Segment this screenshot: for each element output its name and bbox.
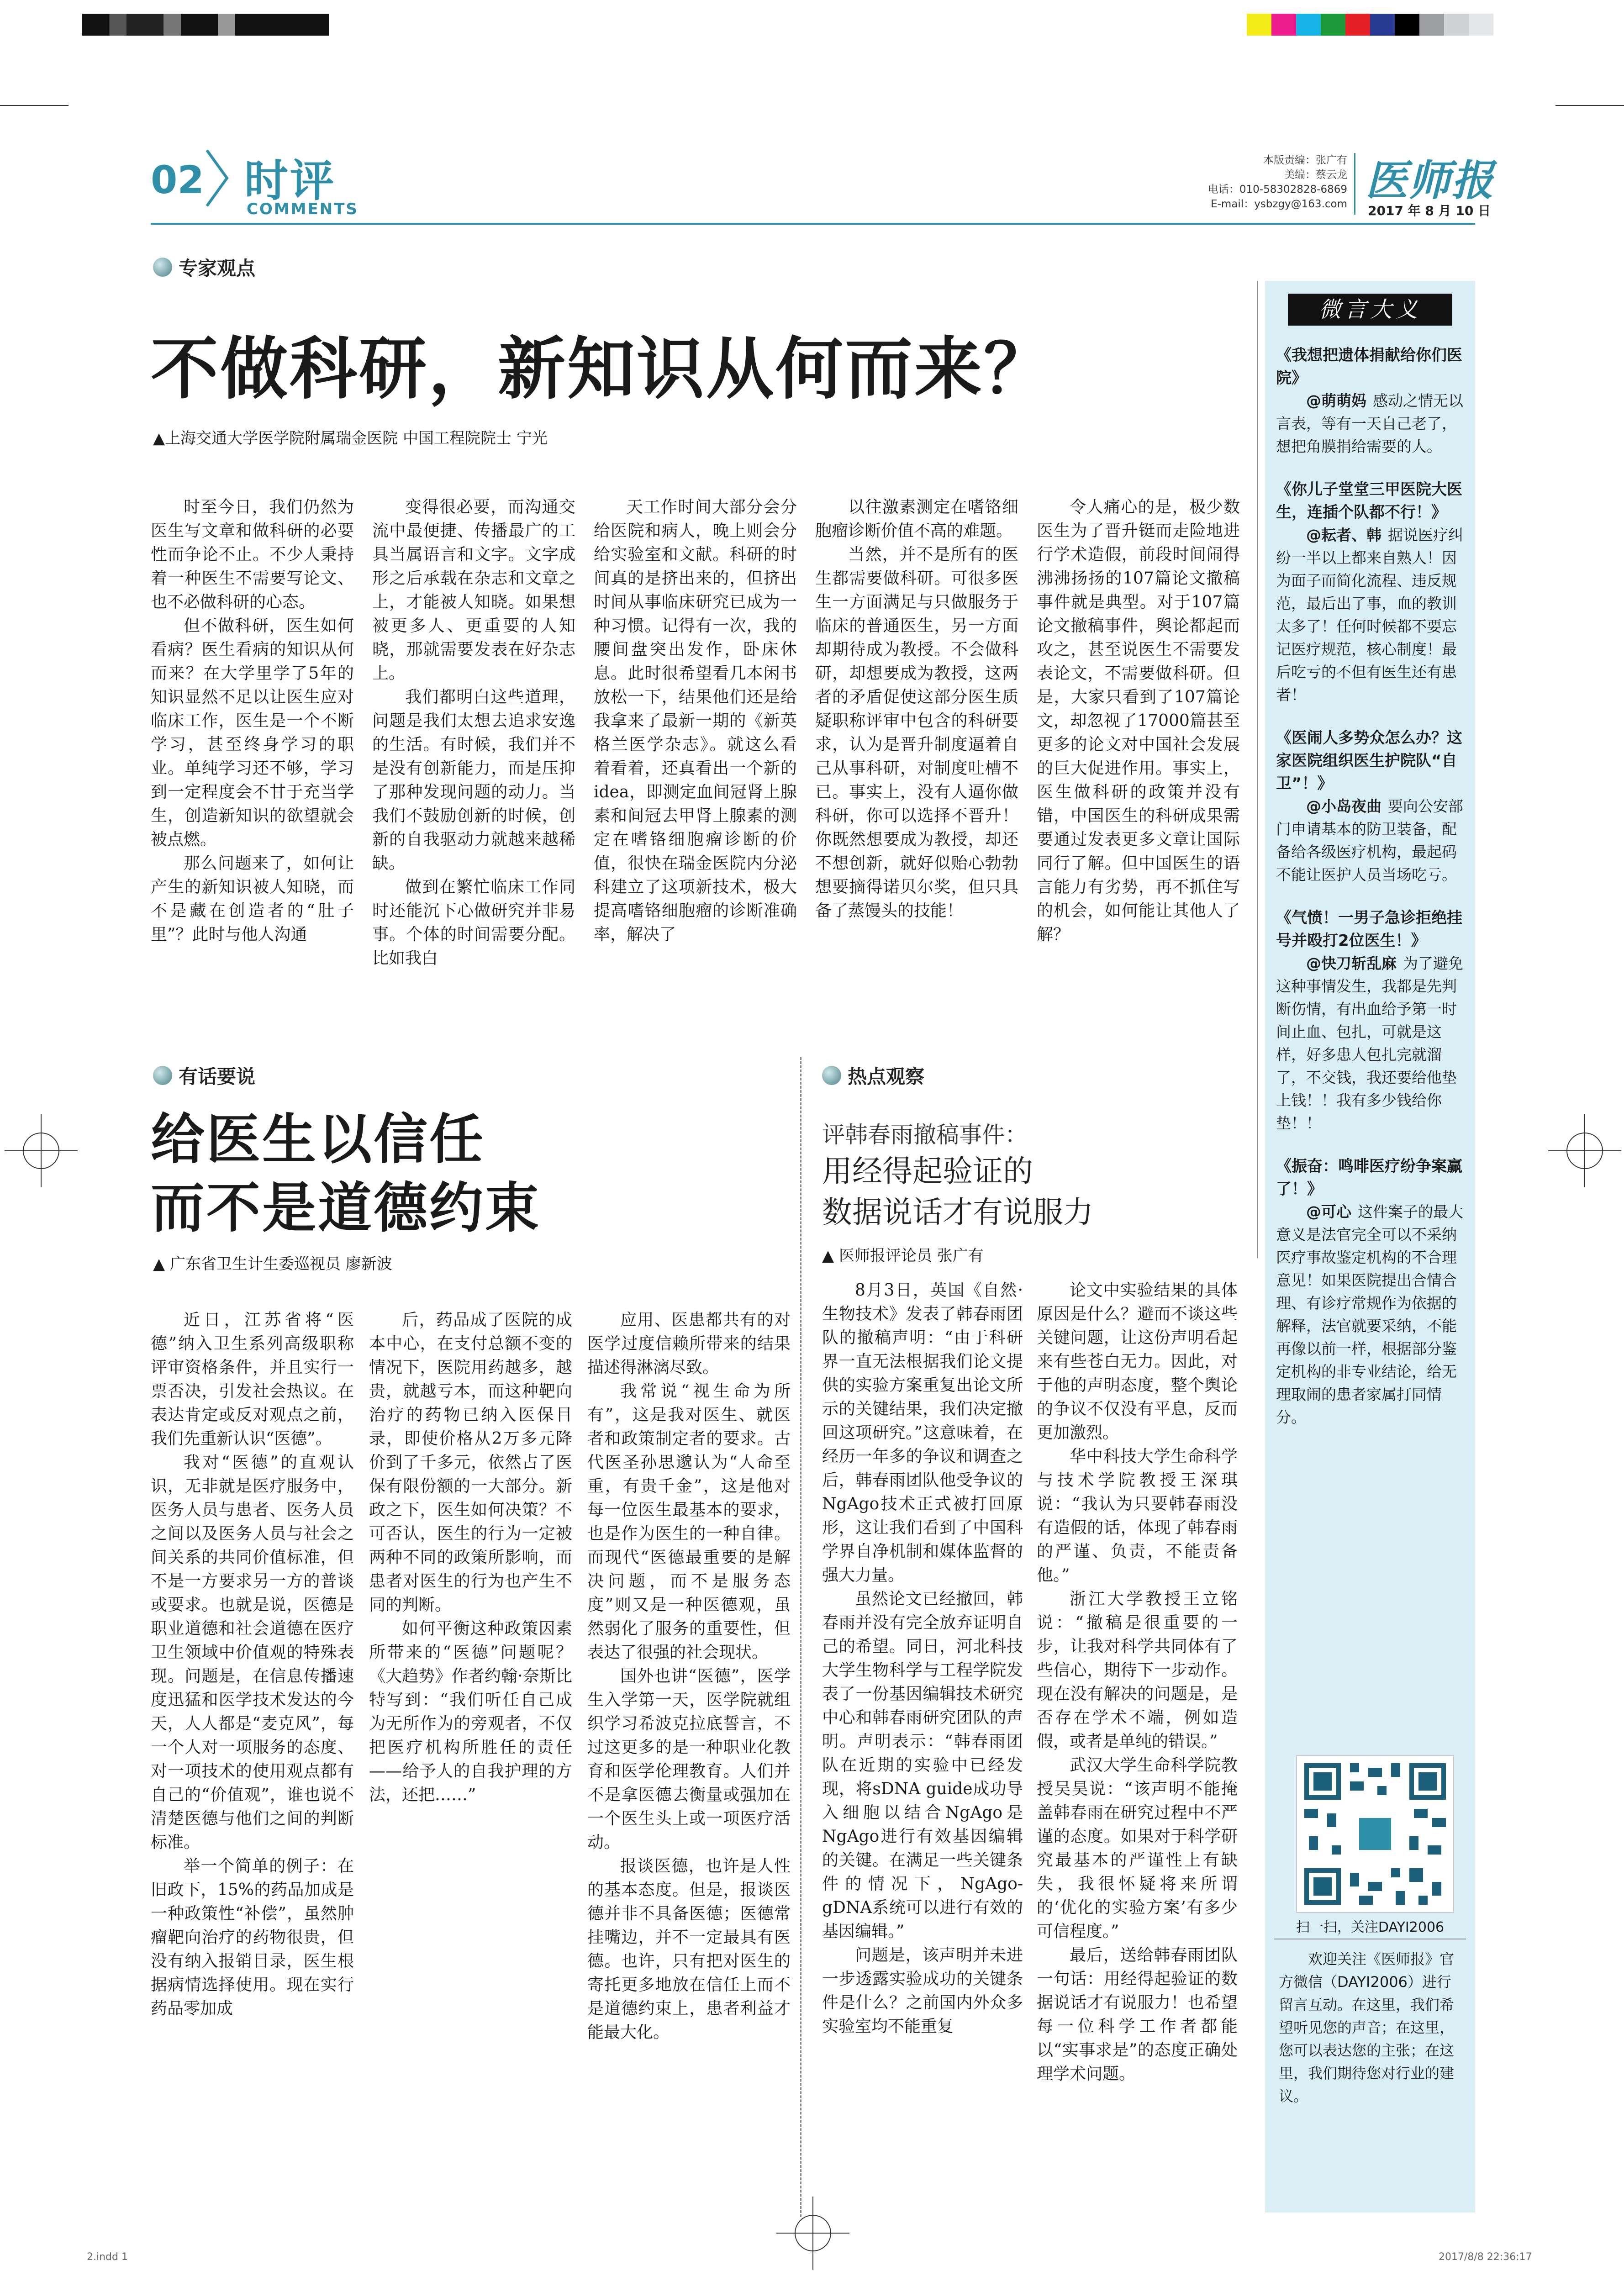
sidebar-item[interactable] — [1276, 727, 1464, 886]
section-label-hot: 热点观察 — [822, 1062, 924, 1089]
sidebar-item[interactable] — [1276, 906, 1464, 1135]
color-swatch — [1321, 14, 1345, 36]
file-name: 2.indd 1 — [87, 2251, 128, 2263]
paragraph: 当然，并不是所有的医生都需要做科研。可很多医生一方面满足与只做服务于临床的普通医生，另一方面却期待成为教授。不会做科研，却想要成为教授，这两者的矛盾促使这部分医生质疑职称评审中包含的科研要求，认为是晋升制度逼着自己从事科研，对制度吐槽不已。事实上，没有人逼你做科研，你可以选择不晋升！你既然想要成为教授，却还不想创新，就好似贻心勃勃想要摘得诺贝尔奖，但只具备了蒸馒头的技能！ — [815, 545, 1018, 920]
color-swatch — [1247, 14, 1271, 36]
page-number: 02 — [151, 158, 204, 202]
phone-line: 电话：010-58302828-6869 — [1207, 184, 1347, 195]
sidebar-footer-text: 欢迎关注《医师报》官方微信（DAYI2006）进行留言互动。在这里，我们希望听见您的声音；在这里，您可以表达您的主张；在这里，我们期待您对行业的建议。 — [1279, 1950, 1455, 2105]
article-column — [1037, 495, 1240, 947]
article-column — [372, 495, 575, 970]
email-line: E-mail：ysbzgy@163.com — [1211, 198, 1347, 210]
color-swatch — [1395, 14, 1419, 36]
kicker-hot: 评韩春雨撤稿事件： — [822, 1122, 1028, 1148]
article-column — [151, 1308, 354, 2203]
color-swatch — [1345, 14, 1370, 36]
headline-trust-line1: 给医生以信任 — [151, 1108, 485, 1171]
article-column — [815, 495, 1018, 923]
article-column — [822, 1279, 1023, 2203]
chevron-right-icon — [203, 148, 231, 208]
paragraph: 天工作时间大部分会分给医院和病人，晚上则会分给实验室和文献。科研的时间真的是挤出来的，但挤出时间从事临床研究已成为一种习惯。记得有一次，我的腰间盘突出发作，卧床休息。此时很希望看几本闲书放松一下，结果他们还是给我拿来了最新一期的《新英格兰医学杂志》。就这么看着看着，还真看出一个新的idea，即测定血间冠肾上腺素和间冠去甲肾上腺素的测定在嗜铬细胞瘤诊断的价值，很快在瑞金医院内分泌科建立了这项新技术，极大提高嗜铬细胞瘤的诊断准确率，解决了 — [594, 498, 797, 944]
qr-caption: 扫一扫，关注DAYI2006 — [1296, 1919, 1445, 1935]
headline-trust-line2: 而不是道德约束 — [151, 1176, 541, 1239]
sidebar-item-body: 为了避免这种事情发生，我都是先判断伤情，有出血给予第一时间止血、包扎，可就是这样，好多患人包扎完就溜了，不交钱，我还要给他垫上钱！！我有多少钱给你垫！！ — [1276, 954, 1463, 1132]
sidebar-item-title: 《你儿子堂堂三甲医院大医生，连插个队都不行！》 — [1276, 480, 1462, 522]
paragraph: 但不做科研，医生如何看病？医生看病的知识从何而来？在大学里学了5年的知识显然不足以让医生应对临床工作，医生是一个不断学习，甚至终身学习的职业。单纯学习还不够，学习到一定程度会不甘于充当学生，创造新知识的欲望就会被点燃。 — [151, 616, 354, 849]
sidebar-item[interactable] — [1276, 1155, 1464, 1429]
sidebar-item-author: @可心 — [1306, 1203, 1351, 1221]
crop-mark — [0, 105, 69, 106]
paragraph: 如何平衡这种政策因素所带来的“医德”问题呢？《大趋势》作者约翰·奈斯比特写到：“我们听任自己成为无所作为的旁观者，不仅把医疗机构所胜任的责任——给予人的自我护理的方法，还把……” — [369, 1619, 572, 1804]
paragraph: 时至今日，我们仍然为医生写文章和做科研的必要性而争论不止。不少人秉持着一种医生不需要写论文、也不必做科研的心态。 — [151, 498, 354, 611]
paragraph: 问题是，该声明并未进一步透露实验成功的关键条件是什么？之前国内外众多实验室均不能重复 — [822, 1946, 1023, 2036]
crop-mark — [1555, 105, 1624, 106]
headline-data-line2: 数据说话才有说服力 — [822, 1195, 1093, 1230]
sidebar-item-title: 《我想把遗体捐献给你们医院》 — [1276, 346, 1462, 387]
paragraph: 令人痛心的是，极少数医生为了晋升铤而走险地进行学术造假，前段时间闹得沸沸扬扬的107篇论文撤稿事件就是典型。对于107篇论文撤稿事件，舆论都起而攻之，甚至说医生不需要发表论文，不需要做科研。但是，大家只看到了107篇论文，却忽视了17000篇甚至更多的论文对中国社会发展的巨大促进作用。事实上，医生做科研的政策并没有错，中国医生的科研成果需要通过发表更多文章让国际同行了解。但中国医生的语言能力有劣势，再不抓住写的机会，如何能让其他人了解？ — [1037, 498, 1240, 944]
registration-mark — [776, 2197, 849, 2270]
color-swatch — [1296, 14, 1321, 36]
paragraph: 后，药品成了医院的成本中心，在支付总额不变的情况下，医院用药越多，越贵，就越亏本，而这种靶向治疗的药物已纳入医保目录，即使价格从2万多元降价到了千多元，依然占了医保有限份额的一大部分。新政之下，医生如何决策？不可否认，医生的行为一定被两种不同的政策所影响，而患者对医生的行为也产生不同的判断。 — [369, 1311, 572, 1614]
paragraph: 举一个简单的例子：在旧政下，15%的药品加成是一种政策性“补偿”，虽然肿瘤靶向治疗的药物很贵，但没有纳入报销目录，医生根据病情选择使用。现在实行药品零加成 — [151, 1857, 354, 2018]
issue-date: 2017 年 8 月 10 日 — [1368, 203, 1491, 218]
section-title: 时评 — [244, 155, 336, 206]
section-label-opinion: 有话要说 — [153, 1062, 255, 1089]
sidebar-item[interactable] — [1276, 478, 1464, 706]
paragraph: 应用、医患都共有的对医学过度信赖所带来的结果描述得淋漓尽致。 — [587, 1311, 791, 1377]
sidebar-item-body: 感动之情无以言表，等有一天自己老了，想把角膜捐给需要的人。 — [1276, 392, 1463, 455]
paragraph: 以往激素测定在嗜铬细胞瘤诊断价值不高的难题。 — [815, 498, 1018, 540]
color-swatch — [1370, 14, 1395, 36]
sidebar-list — [1265, 344, 1475, 1429]
header-divider — [1354, 153, 1355, 215]
article-column — [587, 1308, 791, 2203]
color-swatch-strip — [1247, 14, 1493, 36]
registration-mark — [1548, 1114, 1621, 1187]
grayscale-strip — [82, 14, 329, 36]
headline-trust — [151, 1105, 541, 1242]
sidebar-item-title: 《气愤！一男子急诊拒绝挂号并殴打2位医生！》 — [1276, 909, 1462, 950]
paragraph: 论文中实验结果的具体原因是什么？避而不谈这些关键问题，让这份声明看起来有些苍白无力。因此，对于他的声明态度，整个舆论的争议不仅没有平息，反而更加激烈。 — [1037, 1281, 1238, 1442]
paragraph: 虽然论文已经撤回，韩春雨并没有完全放弃证明自己的希望。同日，河北科技大学生物科学与工程学院发表了一份基因编辑技术研究中心和韩春雨研究团队的声明。声明表示：“韩春雨团队在近期的实验中已经发现，将sDNA guide成功导入细胞以结合NgAgo是NgAgo进行有效基因编辑的关键。在满足一些关键条件的情况下，NgAgo-gDNA系统可以进行有效的基因编辑。” — [822, 1590, 1023, 1941]
article-column — [369, 1308, 572, 2203]
article-column — [151, 495, 354, 947]
sidebar-item-body: 据说医疗纠纷一半以上都来自熟人！因为面子而简化流程、违反规范，最后出了事，血的教训太多了！任何时候都不要忘记医疗规范，核心制度！最后吃亏的不但有医生还有患者！ — [1276, 526, 1463, 704]
paragraph: 我对“医德”的直观认识，无非就是医疗服务中，医务人员与患者、医务人员之间以及医务人员与社会之间关系的共同价值标准，但不是一方要求另一方的普谈或要求。也就是说，医德是职业道德和社会道德在医疗卫生领域中价值观的特殊表现。问题是，在信息传播速度迅猛和医学技术发达的今天，人人都是“麦克风”，每一个人对一项服务的态度、对一项技术的使用观点都有自己的“价值观”，谁也说不清楚医德与他们之间的判断标准。 — [151, 1453, 354, 1852]
sidebar-item[interactable] — [1276, 344, 1464, 458]
sidebar-item-title: 《医闹人多势众怎么办？这家医院组织医生护院队“自卫”！》 — [1276, 729, 1462, 793]
byline-research: ▲上海交通大学医学院附属瑞金医院 中国工程院院士 宁光 — [153, 429, 548, 448]
sidebar-item-author: @萌萌妈 — [1306, 392, 1366, 410]
sidebar-item-author: @耘者、韩 — [1306, 526, 1381, 544]
paragraph: 最后，送给韩春雨团队一句话：用经得起验证的数据说话才有说服力！也希望每一位科学工作者都能以“实事求是”的态度正确处理学术问题。 — [1037, 1946, 1238, 2083]
qr-code-icon — [1300, 1759, 1450, 1909]
paragraph: 报谈医德，也许是人性的基本态度。但是，报谈医德并非不具备医德；医德常挂嘴边，并不一定最具有医德。也许，只有把对医生的寄托更多地放在信任上而不是道德约束上，患者利益才能最大化。 — [587, 1857, 791, 2042]
headline-research: 不做科研，新知识从何而来？ — [151, 330, 1053, 408]
color-swatch — [1271, 14, 1296, 36]
color-swatch — [1419, 14, 1444, 36]
paragraph: 武汉大学生命科学院教授吴昊说：“该声明不能掩盖韩春雨在研究过程中不严谨的态度。如果对于科学研究最基本的严谨性上有缺失，我很怀疑将来所谓的‘优化的实验方案’有多少可信程度。” — [1037, 1756, 1238, 1941]
sidebar-item-body: 要向公安部门申请基本的防卫装备，配备给各级医疗机构，最起码不能让医护人员当场吃亏。 — [1276, 797, 1463, 884]
sidebar-item-title: 《振奋：鸣啡医疗纷争案赢了！》 — [1276, 1157, 1462, 1198]
article-column — [1037, 1279, 1238, 2203]
sidebar-item-author: @小岛夜曲 — [1306, 797, 1381, 815]
registration-mark — [5, 1114, 78, 1187]
paragraph: 那么问题来了，如何让产生的新知识被人知晓，而不是藏在创造者的“肚子里”？此时与他人沟通 — [151, 854, 354, 944]
paragraph: 近日，江苏省将“医德”纳入卫生系列高级职称评审资格条件，并且实行一票否决，引发社会热议。在表达肯定或反对观点之前，我们先重新认识“医德”。 — [151, 1311, 354, 1448]
section-label-expert: 专家观点 — [153, 253, 255, 281]
qr-code[interactable] — [1297, 1756, 1453, 1912]
paragraph: 华中科技大学生命科学与技术学院教授王深琪说：“我认为只要韩春雨没有造假的话，体现了韩春雨的严谨、负责，不能责备他。” — [1037, 1447, 1238, 1585]
bullet-dot-icon — [153, 258, 172, 277]
paragraph: 我们都明白这些道理，问题是我们太想去追求安逸的生活。有时候，我们并不是没有创新能力，而是压抑了那种发现问题的动力。当我们不鼓励创新的时候，创新的自我驱动力就越来越稀缺。 — [372, 688, 575, 873]
headline-data-line1: 用经得起验证的 — [822, 1154, 1033, 1189]
column-divider — [800, 1057, 801, 2217]
paragraph: 我常说“视生命为所有”，这是我对医生、就医者和政策制定者的要求。古代医圣孙思邈认为“人命至重，有贵千金”，这是他对每一位医生最基本的要求，也是作为医生的一种自律。而现代“医德最重要的是解决问题，而不是服务态度”则又是一种医德观，虽然弱化了服务的重要性，但表达了很强的社会现状。 — [587, 1382, 791, 1662]
paragraph: 国外也讲“医德”，医学生入学第一天，医学院就组织学习希波克拉底誓言，不过这更多的是一种职业化教育和医学伦理教育。人们并不是拿医德去衡量或强加在一个医生头上或一项医疗活动。 — [587, 1667, 791, 1852]
paragraph: 8月3日，英国《自然·生物技术》发表了韩春雨团队的撤稿声明：“由于科研界一直无法根据我们论文提供的实验方案重复出论文所示的关键结果，我们决定撤回这项研究。”这意味着，在经历一年多的争议和调查之后，韩春雨团队他受争议的NgAgo技术正式被打回原形，这让我们看到了中国科学界自净机制和媒体监督的强大力量。 — [822, 1281, 1023, 1585]
section-subtitle: COMMENTS — [247, 200, 359, 218]
headline-data — [822, 1151, 1093, 1233]
sidebar-item-body: 这件案子的最大意义是法官完全可以不采纳医疗事故鉴定机构的不合理意见！如果医院提出合情合理、有诊疗常规作为依据的解释，法官就要采纳，不能再像以前一样，根据部分鉴定机构的非专业结论，给无理取闹的患者家属打同情分。 — [1276, 1203, 1463, 1426]
bullet-dot-icon — [153, 1066, 172, 1085]
sidebar-item-author: @快刀斩乱麻 — [1306, 954, 1397, 972]
paragraph: 变得很必要，而沟通交流中最便捷、传播最广的工具当属语言和文字。文字成形之后承载在杂志和文章之上，才能被人知晓。如果想被更多人、更重要的人知晓，那就需要发表在好杂志上。 — [372, 498, 575, 683]
editor-line: 本版责编：张广有 — [1263, 154, 1347, 166]
timestamp: 2017/8/8 22:36:17 — [1439, 2251, 1532, 2263]
sidebar-title: 微言大义 — [1288, 294, 1452, 326]
byline-data: ▲ 医师报评论员 张广有 — [822, 1247, 984, 1265]
article-column — [594, 495, 797, 947]
designer-line: 美编：蔡云龙 — [1284, 169, 1347, 181]
color-swatch — [1469, 14, 1493, 36]
masthead-logo: 医师报 — [1366, 156, 1495, 205]
color-swatch — [1444, 14, 1469, 36]
editor-info — [1197, 153, 1347, 211]
byline-trust: ▲ 广东省卫生计生委巡视员 廖新波 — [153, 1255, 392, 1273]
paragraph: 浙江大学教授王立铭说：“撤稿是很重要的一步，让我对科学共同体有了些信心，期待下一步动作。现在没有解决的问题是，是否存在学术不端，例如造假，或者是单纯的错误。” — [1037, 1590, 1238, 1751]
paragraph: 做到在繁忙临床工作同时还能沉下心做研究并非易事。个体的时间需要分配。比如我白 — [372, 878, 575, 968]
sidebar-left-rule — [1257, 281, 1258, 1258]
header-rule — [151, 223, 1475, 225]
bullet-dot-icon — [822, 1066, 841, 1085]
